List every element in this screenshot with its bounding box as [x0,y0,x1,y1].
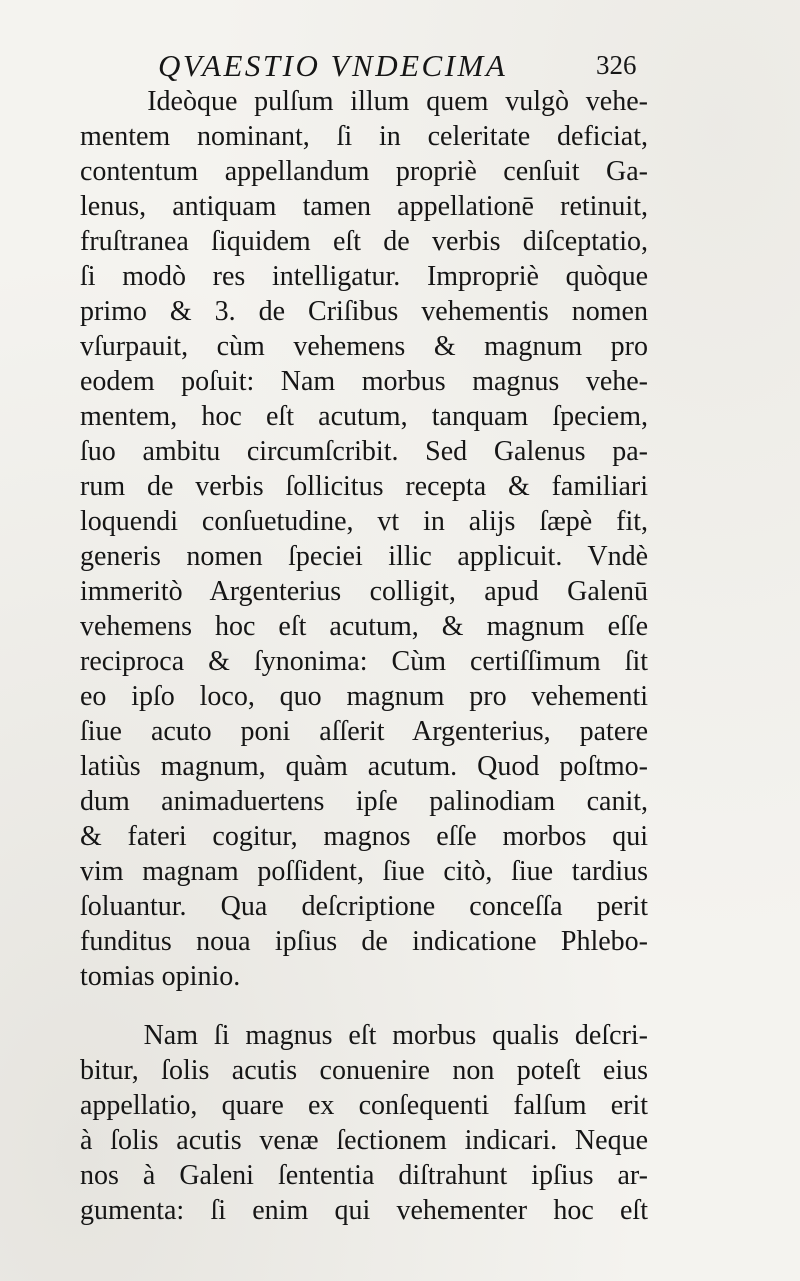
text-line: ſoluantur. Qua deſcriptione conceſſa perit [80,891,648,922]
text-line: dum animaduertens ipſe palinodiam canit, [80,786,648,817]
text-line: vehemens hoc eſt acutum, & magnum eſſe [80,611,648,642]
text-line: ſiue acuto poni aſſerit Argenterius, patere [80,716,648,747]
text-line: appellatio, quare ex conſequenti falſum erit [80,1090,648,1121]
page-number: 326 [596,50,637,80]
page-header [0,48,800,88]
text-line: ſuo ambitu circumſcribit. Sed Galenus pa- [80,436,648,467]
text-line: latiùs magnum, quàm acutum. Quod poſtmo- [80,751,648,782]
text-line: nos à Galeni ſententia diſtrahunt ipſius ar- [80,1160,648,1191]
text-line: rum de verbis ſollicitus recepta & familiari [80,471,648,502]
running-title: QVAESTIO VNDECIMA [158,48,508,83]
text-line: bitur, ſolis acutis conuenire non poteſt eius [80,1055,648,1086]
text-line: contentum appellandum propriè cenſuit Ga- [80,156,648,187]
text-line: primo & 3. de Criſibus vehementis nomen [80,296,648,327]
text-line: ſi modò res intelligatur. Impropriè quòque [80,261,648,292]
text-line: generis nomen ſpeciei illic applicuit. Vndè [80,541,648,572]
paragraph-gap [80,994,648,1018]
paragraph [80,84,648,994]
text-line: à ſolis acutis venæ ſectionem indicari. Neque [80,1125,648,1156]
text-line: funditus noua ipſius de indicatione Phlebo- [80,926,648,957]
text-line: mentem, hoc eſt acutum, tanquam ſpeciem, [80,401,648,432]
text-line: loquendi conſuetudine, vt in alijs ſæpè fit, [80,506,648,537]
body-text [80,84,648,1228]
text-line: immeritò Argenterius colligit, apud Galenū [80,576,648,607]
paragraph [80,1018,648,1228]
text-line: mentem nominant, ſi in celeritate deficiat, [80,121,648,152]
text-line: Ideòque pulſum illum quem vulgò vehe- [80,86,648,117]
text-line: reciproca & ſynonima: Cùm certiſſimum ſit [80,646,648,677]
text-line: vſurpauit, cùm vehemens & magnum pro [80,331,648,362]
text-line: Nam ſi magnus eſt morbus qualis deſcri- [80,1020,648,1051]
text-line: gumenta: ſi enim qui vehementer hoc eſt [80,1195,648,1226]
text-line: vim magnam poſſident, ſiue citò, ſiue tardius [80,856,648,887]
text-line: fruſtranea ſiquidem eſt de verbis diſceptatio, [80,226,648,257]
text-line: & fateri cogitur, magnos eſſe morbos qui [80,821,648,852]
text-line: tomias opinio. [80,961,241,992]
text-line: eodem poſuit: Nam morbus magnus vehe- [80,366,648,397]
text-line: lenus, antiquam tamen appellationē retinuit, [80,191,648,222]
text-line: eo ipſo loco, quo magnum pro vehementi [80,681,648,712]
